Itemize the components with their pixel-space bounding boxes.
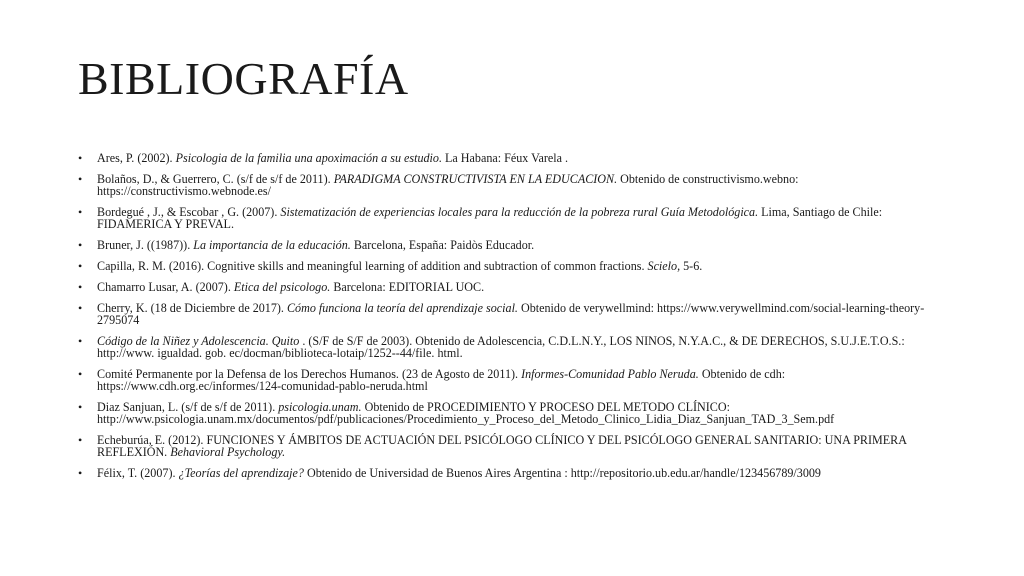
entry-text: Obtenido de cdh: https://www.cdh.org.ec/informes/124-comunidad-pablo-neruda.html [97,367,786,393]
entry-italic-title: Etica del psicologo. [233,280,331,294]
entry-text: Chamarro Lusar, A. (2007). [97,280,234,294]
bibliography-entry [76,260,946,272]
bibliography-entry [76,173,946,197]
bibliography-entry [76,368,946,392]
entry-text: Barcelona, España: Paidòs Educador. [350,238,535,252]
entry-text: Cherry, K. (18 de Diciembre de 2017). [97,301,287,315]
bibliography-list [76,152,946,488]
bibliography-entry [76,467,946,479]
bullet-icon: • [78,433,83,447]
entry-text: Bordegué , J., & Escobar , G. (2007). [97,205,281,219]
entry-italic-title: Cómo funciona la teoría del aprendizaje social. [286,301,518,315]
entry-text: Diaz Sanjuan, L. (s/f de s/f de 2011). [97,400,279,414]
entry-italic-title: Scielo, [647,259,681,273]
entry-text: Capilla, R. M. (2016). Cognitive skills and meaningful learning of addition and subtraction of common fractions. [97,259,648,273]
bibliography-entry [76,281,946,293]
entry-text: Obtenido de Universidad de Buenos Aires Argentina : http://repositorio.ub.edu.ar/handle/123456789/3009 [303,466,821,480]
entry-text: Obtenido de PROCEDIMIENTO Y PROCESO DEL METODO CLÍNICO: http://www.psicologia.unam.mx/documentos/pdf/publicaciones/Procedimiento_y_Proceso_del_Metodo_Clinico_Lidia_Diaz_Sanjuan_TAD_3_Sem.pdf [97,400,835,426]
entry-italic-title: PARADIGMA CONSTRUCTIVISTA EN LA EDUCACION. [333,172,618,186]
bullet-icon: • [78,280,83,294]
bullet-icon: • [78,259,83,273]
bullet-icon: • [78,172,83,186]
entry-text: La Habana: Féux Varela . [442,151,569,165]
bullet-icon: • [78,238,83,252]
bibliography-entry [76,401,946,425]
entry-italic-title: Informes-Comunidad Pablo Neruda. [521,367,699,381]
entry-italic-title: Psicologia de la familia una apoximación a su estudio. [175,151,442,165]
entry-italic-title: ¿Teorías del aprendizaje? [178,466,304,480]
slide-title: BIBLIOGRAFÍA [78,53,409,104]
bullet-icon: • [78,205,83,219]
entry-text: Barcelona: EDITORIAL UOC. [330,280,485,294]
entry-text: Bruner, J. ((1987)). [97,238,194,252]
entry-italic-title: Código de la Niñez y Adolescencia. Quito [97,334,300,348]
bibliography-entry [76,206,946,230]
entry-italic-title: Behavioral Psychology. [170,445,286,459]
bullet-icon: • [78,400,83,414]
entry-text: Echeburúa, E. (2012). FUNCIONES Y ÁMBITOS DE ACTUACIÓN DEL PSICÓLOGO CLÍNICO Y DEL PSICÓLOGO GENERAL SANITARIO: UNA PRIMERA REFLEXIÓN. [97,433,907,459]
entry-text: Félix, T. (2007). [97,466,179,480]
entry-text: Obtenido de verywellmind: https://www.verywellmind.com/social-learning-theory-2795074 [97,301,925,327]
entry-text: Obtenido de constructivismo.webno: https://constructivismo.webnode.es/ [97,172,799,198]
bibliography-entry [76,152,946,164]
bullet-icon: • [78,151,83,165]
entry-text: Bolaños, D., & Guerrero, C. (s/f de s/f de 2011). [97,172,334,186]
bibliography-entry [76,239,946,251]
bullet-icon: • [78,301,83,315]
entry-italic-title: Sistematización de experiencias locales para la reducción de la pobreza rural Guía Metodológica. [280,205,759,219]
bibliography-entry [76,335,946,359]
entry-text: 5-6. [680,259,703,273]
entry-text: Lima, Santiago de Chile: FIDAMERICA Y PREVAL. [97,205,883,231]
entry-text: Comité Permanente por la Defensa de los Derechos Humanos. (23 de Agosto de 2011). [97,367,522,381]
entry-italic-title: psicologia.unam. [278,400,362,414]
bullet-icon: • [78,466,83,480]
bibliography-entry [76,434,946,458]
entry-text: . (S/F de S/F de 2003). Obtenido de Adolescencia, C.D.L.N.Y., LOS NINOS, N.Y.A.C., & DE DERECHOS, S.U.J.E.T.O.S.: http://www. igualdad. gob. ec/docman/biblioteca-lotaip/1252--44/file. html. [97,334,905,360]
entry-text: Ares, P. (2002). [97,151,176,165]
bibliography-entry [76,302,946,326]
bullet-icon: • [78,367,83,381]
entry-italic-title: La importancia de la educación. [193,238,351,252]
bullet-icon: • [78,334,83,348]
